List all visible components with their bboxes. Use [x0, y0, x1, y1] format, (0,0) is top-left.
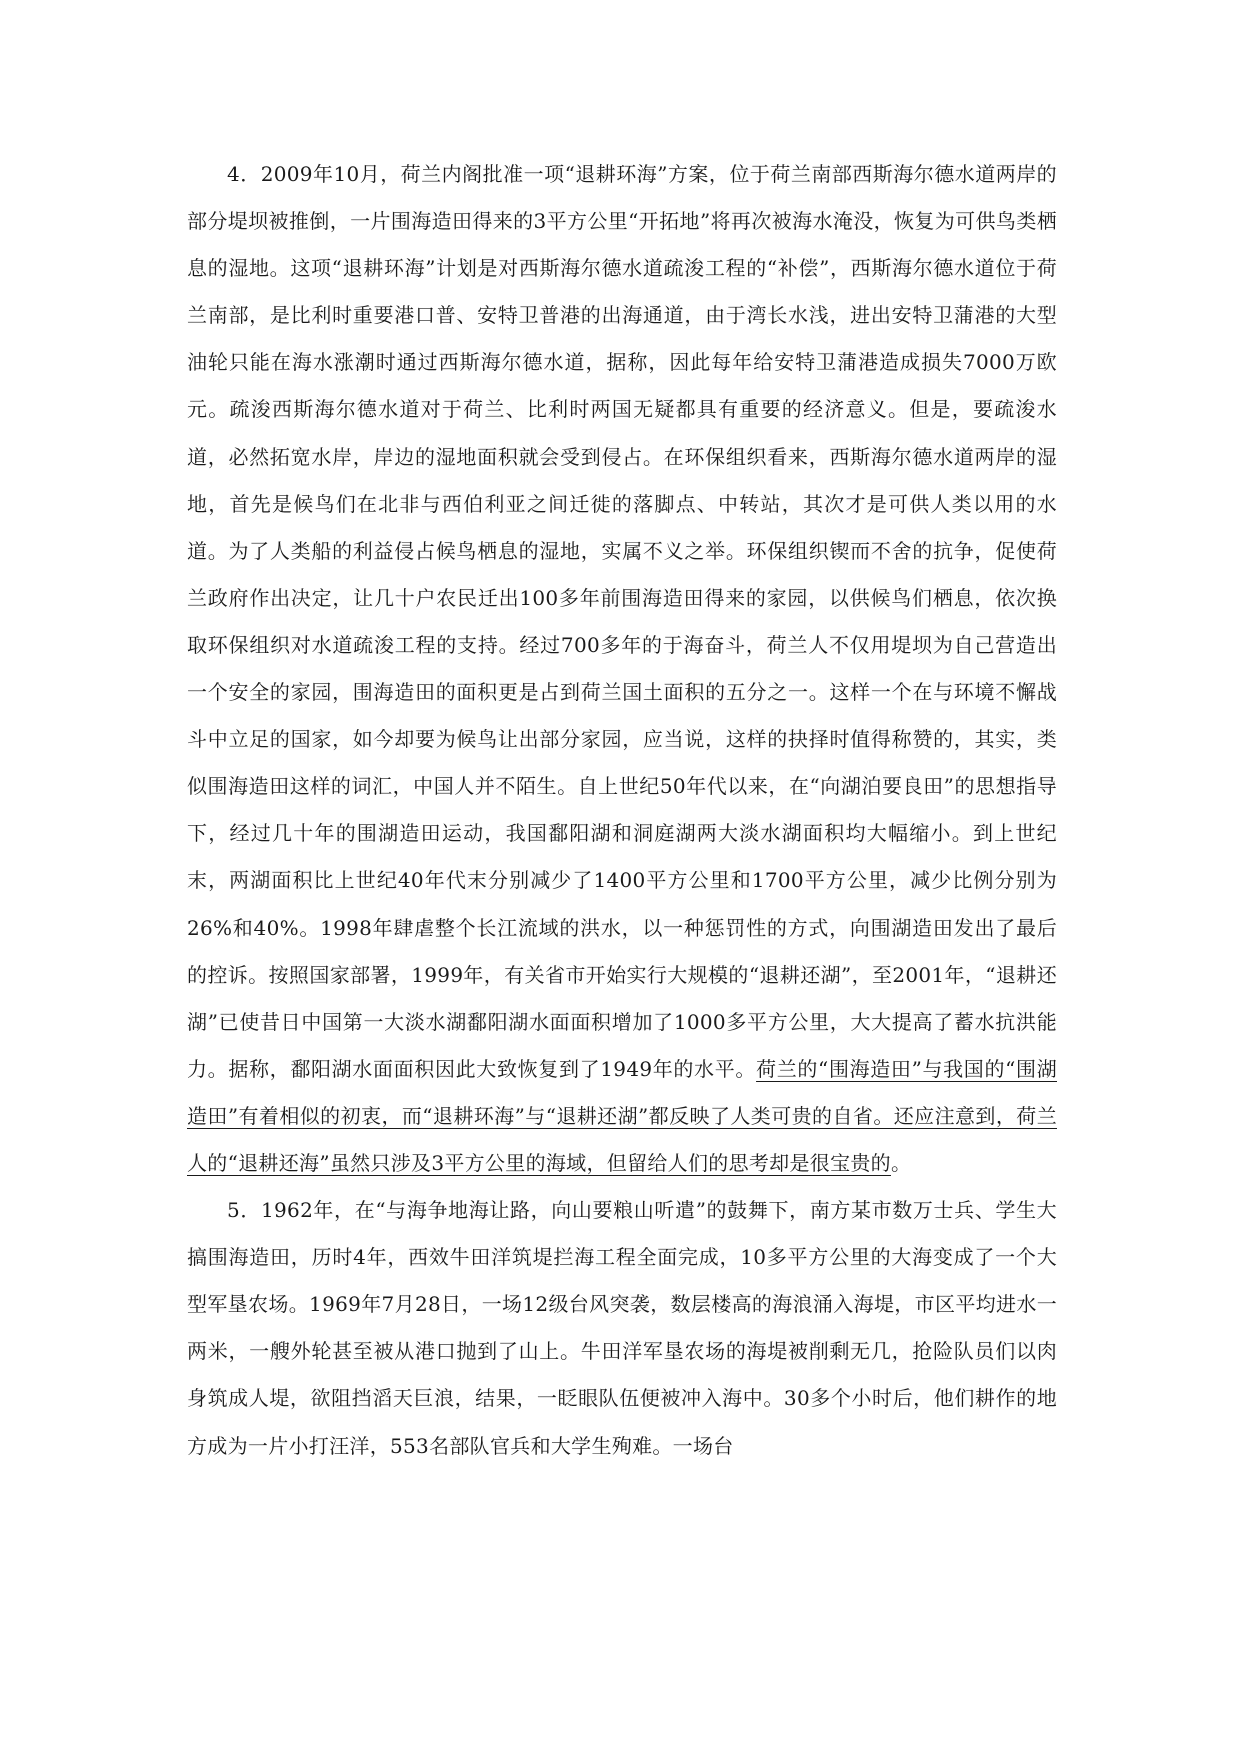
paragraph-4 [187, 151, 1057, 1187]
paragraph-4-text: 4．2009年10月，荷兰内阁批准一项“退耕环海”方案，位于荷兰南部西斯海尔德水道两岸的部分堤坝被推倒，一片围海造田得来的3平方公里“开拓地”将再次被海水淹没，恢复为可供鸟类栖息的湿地。这项“退耕环海”计划是对西斯海尔德水道疏浚工程的“补偿”，西斯海尔德水道位于荷兰南部，是比利时重要港口普、安特卫普港的出海通道，由于湾长水浅，进出安特卫蒲港的大型油轮只能在海水涨潮时通过西斯海尔德水道，据称，因此每年给安特卫蒲港造成损失7000万欧元。疏浚西斯海尔德水道对于荷兰、比利时两国无疑都具有重要的经济意义。但是，要疏浚水道，必然拓宽水岸，岸边的湿地面积就会受到侵占。在环保组织看来，西斯海尔德水道两岸的湿地，首先是候鸟们在北非与西伯利亚之间迁徙的落脚点、中转站，其次才是可供人类以用的水道。为了人类船的利益侵占候鸟栖息的湿地，实属不义之举。环保组织锲而不舍的抗争，促使荷兰政府作出决定，让几十户农民迁出100多年前围海造田得来的家园，以供候鸟们栖息，依次换取环保组织对水道疏浚工程的支持。经过700多年的于海奋斗，荷兰人不仅用堤坝为自己营造出一个安全的家园，围海造田的面积更是占到荷兰国土面积的五分之一。这样一个在与环境不懈战斗中立足的国家，如今却要为候鸟让出部分家园，应当说，这样的抉择时值得称赞的，其实，类似围海造田这样的词汇，中国人并不陌生。自上世纪50年代以来，在“向湖泊要良田”的思想指导下，经过几十年的围湖造田运动，我国鄱阳湖和洞庭湖两大淡水湖面积均大幅缩小。到上世纪末，两湖面积比上世纪40年代末分别减少了1400平方公里和1700平方公里，减少比例分别为26%和40%。1998年肆虐整个长江流域的洪水，以一种惩罚性的方式，向围湖造田发出了最后的控诉。按照国家部署，1999年，有关省市开始实行大规模的“退耕还湖”，至2001年，“退耕还湖”已使昔日中国第一大淡水湖鄱阳湖水面面积增加了1000多平方公里，大大提高了蓄水抗洪能力。据称，鄱阳湖水面面积因此大致恢复到了1949年的水平。 [187, 162, 1057, 1081]
paragraph-5 [187, 1187, 1057, 1470]
document-body [187, 151, 1057, 1470]
paragraph-4-underlined-text: 荷兰的“围海造田”与我国的“围湖造田”有着相似的初衷，而“退耕环海”与“退耕还湖”都反映了人类可贵的自省。还应注意到，荷兰人的“退耕还海”虽然只涉及3平方公里的海域，但留给人们的思考却是很宝贵的 [187, 1056, 1057, 1175]
paragraph-5-text: 5．1962年，在“与海争地海让路，向山要粮山听遣”的鼓舞下，南方某市数万士兵、学生大搞围海造田，历时4年，西效牛田洋筑堤拦海工程全面完成，10多平方公里的大海变成了一个大型军垦农场。1969年7月28日，一场12级台风突袭，数层楼高的海浪涌入海堤，市区平均进水一两米，一艘外轮甚至被从港口抛到了山上。牛田洋军垦农场的海堤被削剩无几，抢险队员们以肉身筑成人堤，欲阻挡滔天巨浪，结果，一眨眼队伍便被冲入海中。30多个小时后，他们耕作的地方成为一片小打汪洋，553名部队官兵和大学生殉难。一场台 [187, 1198, 1057, 1458]
paragraph-4-end: 。 [890, 1150, 912, 1175]
